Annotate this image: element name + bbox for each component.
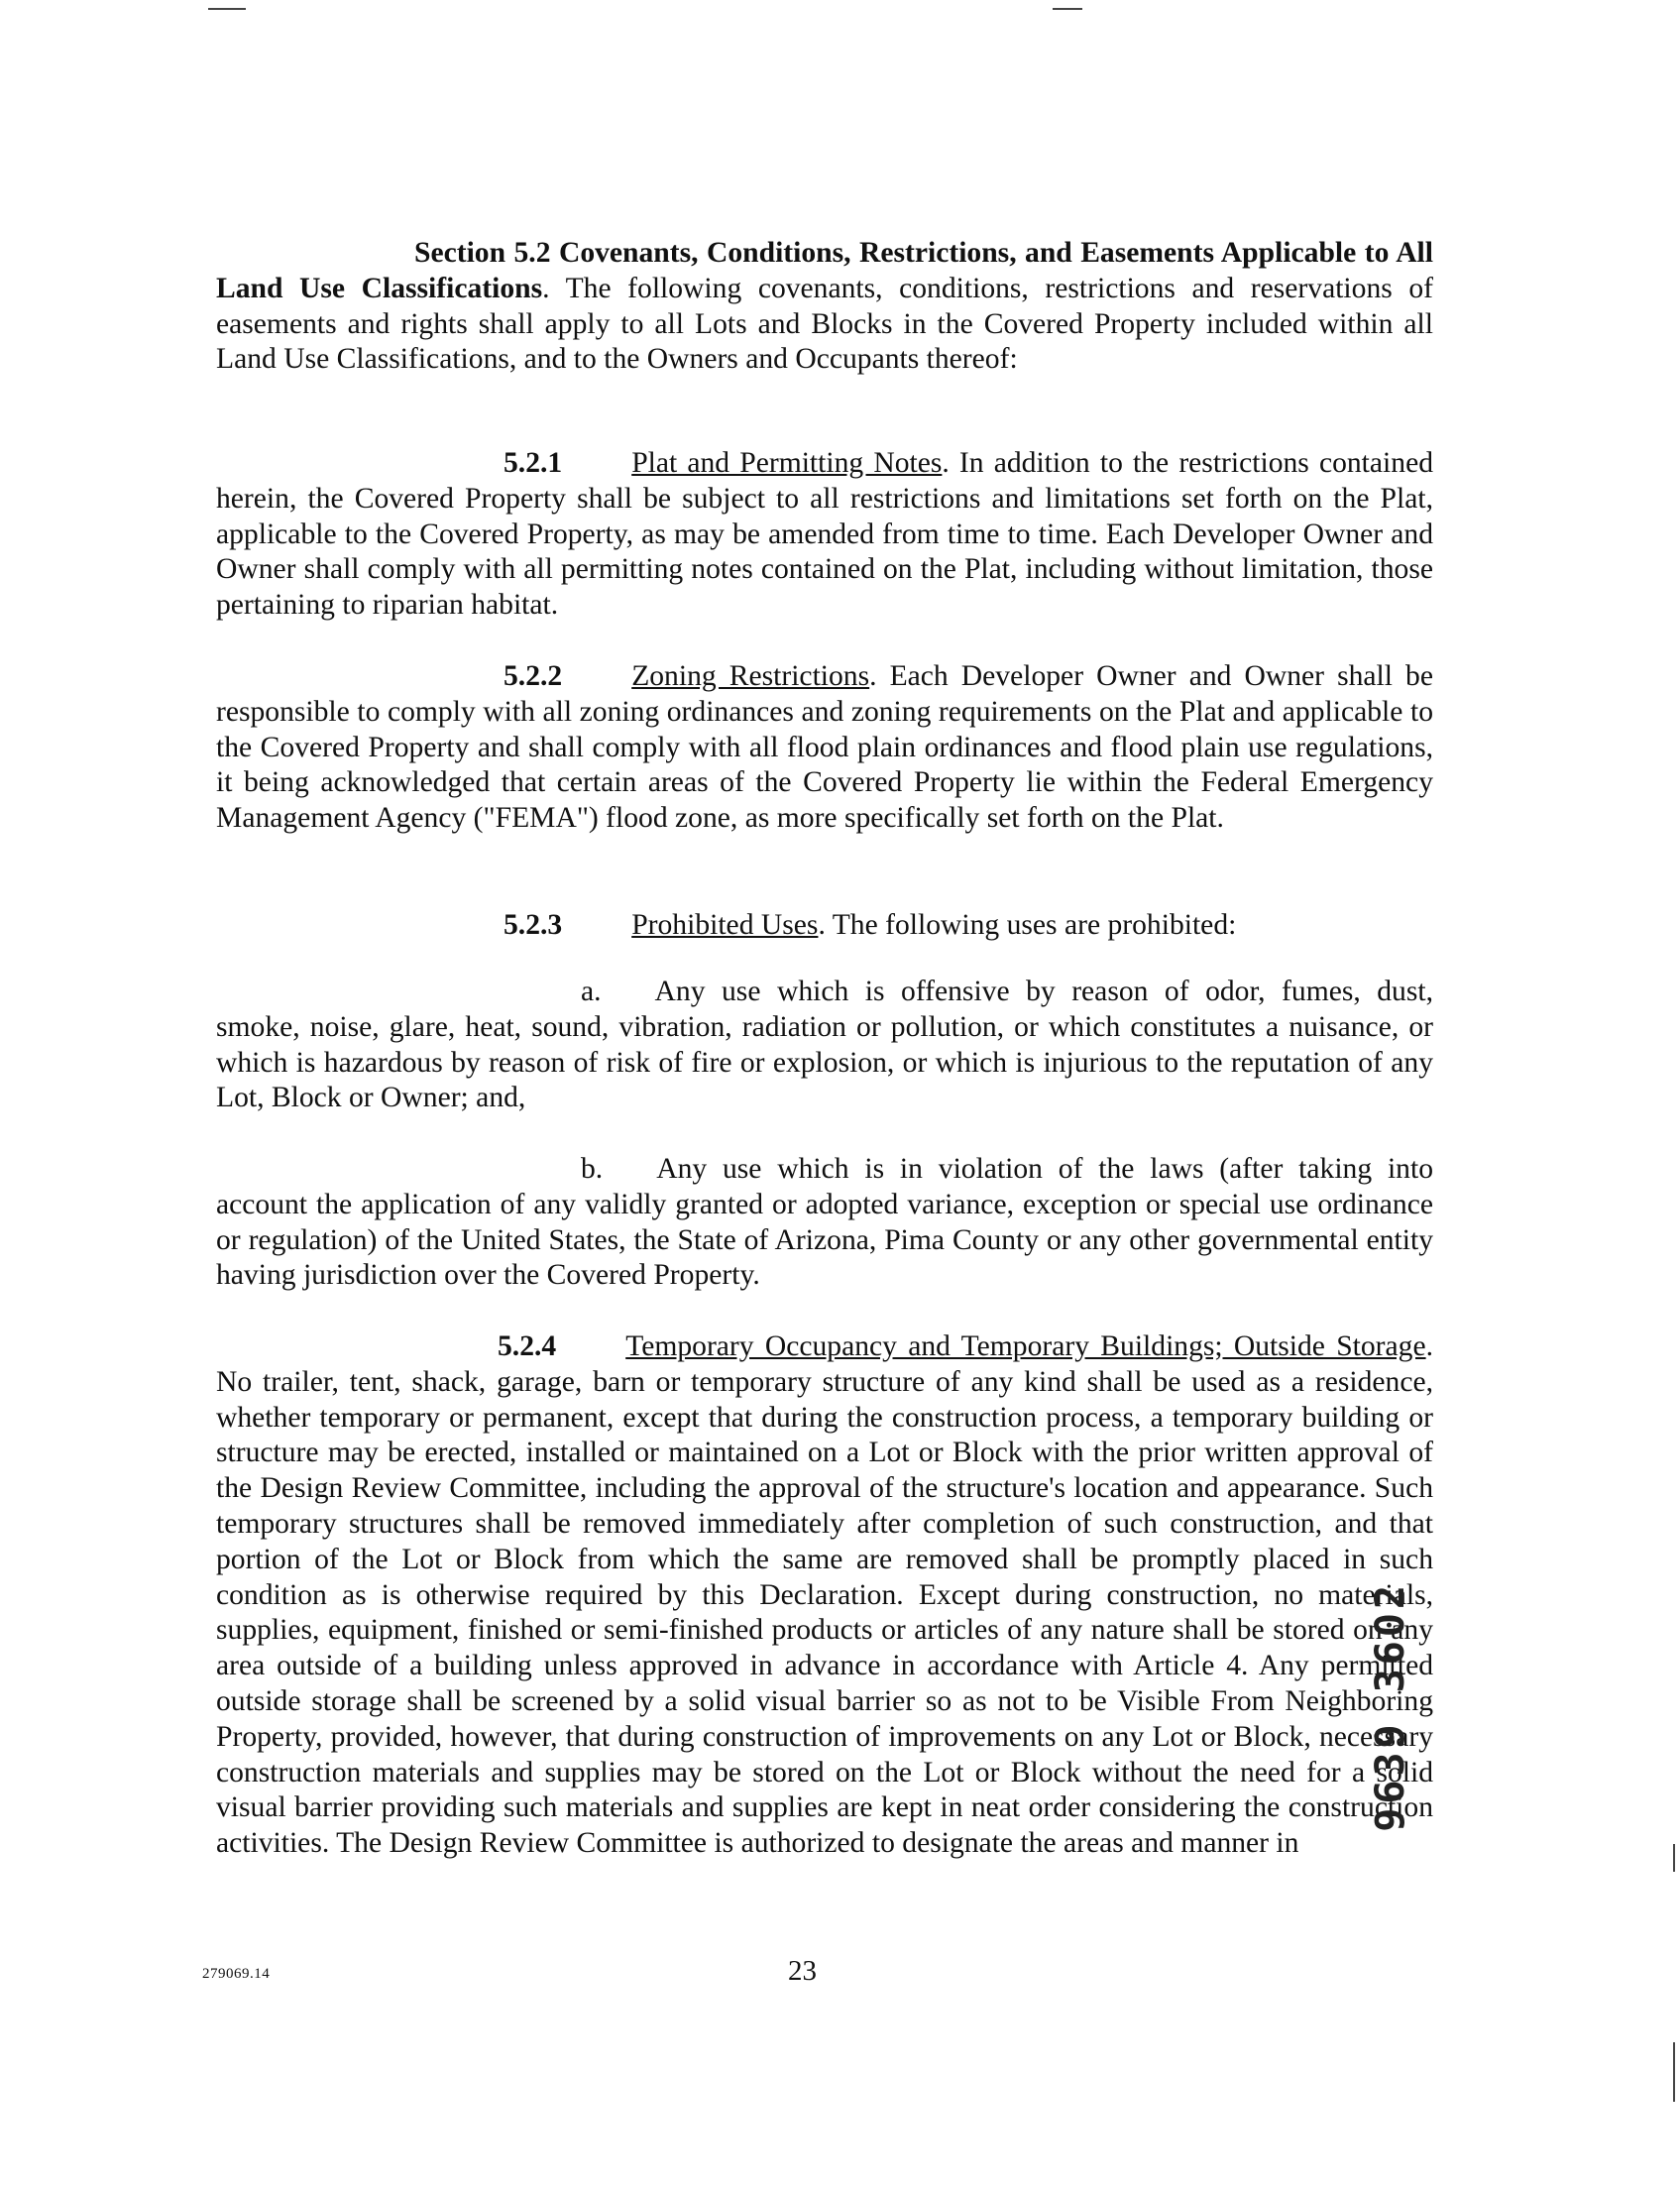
subsection-heading: Prohibited Uses	[631, 909, 819, 941]
list-item-letter: b.	[581, 1153, 604, 1185]
section-body: . The following covenants, conditions, restrictions and reservations of easements and rights shall apply to all Lots and Blocks in the Covered Property included within all Land Use Classifications, and to the Owners and Occupants thereof:	[216, 272, 1433, 376]
subsection-heading: Plat and Permitting Notes	[631, 447, 943, 479]
subsection-number: 5.2.1	[504, 447, 563, 479]
section-title: Covenants, Conditions, Restrictions, and Easements Applicable to All Land Use Classifications	[216, 237, 1434, 304]
subsection-number: 5.2.4	[498, 1330, 557, 1362]
subsection-body: . The following uses are prohibited:	[818, 909, 1237, 941]
recording-stamp: 9639 3602	[1368, 1581, 1413, 1832]
list-item-letter: a.	[581, 976, 602, 1007]
subsection-heading: Temporary Occupancy and Temporary Buildings; Outside Storage	[625, 1330, 1426, 1362]
list-item-text: Any use which is offensive by reason of odor, fumes, dust, smoke, noise, glare, heat, sound, vibration, radiation or pollution, or which constitutes a nuisance, or which is hazardous by reason of risk of fire or explosion, or which is injurious to the reputation of any Lot, Block or Owner; and,	[216, 976, 1433, 1114]
scan-mark	[1673, 1844, 1675, 1872]
section-5-2-paragraph	[216, 236, 1433, 378]
section-number: Section 5.2	[414, 237, 551, 269]
subsection-5-2-3	[216, 908, 1433, 944]
subsection-body: . In addition to the restrictions contained herein, the Covered Property shall be subject to all restrictions and limitations set forth on the Plat, applicable to the Covered Property, as may be amended from time to time. Each Developer Owner and Owner shall comply with all permitting notes contained on the Plat, including without limitation, those pertaining to riparian habitat.	[216, 447, 1433, 622]
list-item-b	[216, 1152, 1433, 1294]
list-item-a	[216, 975, 1433, 1116]
subsection-5-2-4	[216, 1329, 1433, 1862]
subsection-body: . No trailer, tent, shack, garage, barn or temporary structure of any kind shall be used as a residence, whether temporary or permanent, except that during the construction process, a temporary building or structure may be erected, installed or maintained on a Lot or Block with the prior written approval of the Design Review Committee, including the approval of the structure's location and appearance. Such temporary structures shall be removed immediately after completion of such construction, and that portion of the Lot or Block from which the same are removed shall be promptly placed in such condition as is otherwise required by this Declaration. Except during construction, no materials, supplies, equipment, finished or semi-finished products or articles of any nature shall be stored on any area outside of a building unless approved in advance in accordance with Article 4. Any permitted outside storage shall be screened by a solid visual barrier so as not to be Visible From Neighboring Property, provided, however, that during construction of improvements on any Lot or Block, necessary construction materials and supplies may be stored on the Lot or Block without the need for a solid visual barrier providing such materials and supplies are kept in neat order considering the construction activities. The Design Review Committee is authorized to designate the areas and manner in	[216, 1330, 1433, 1860]
subsection-5-2-1	[216, 446, 1433, 624]
scan-mark	[208, 8, 246, 10]
document-id: 279069.14	[202, 1966, 271, 1982]
scan-mark	[1053, 8, 1082, 10]
page-number: 23	[788, 1955, 817, 1987]
subsection-5-2-2	[216, 659, 1433, 837]
subsection-number: 5.2.3	[504, 909, 563, 941]
subsection-heading: Zoning Restrictions	[631, 660, 870, 692]
list-item-text: Any use which is in violation of the laws (after taking into account the application of any validly granted or adopted variance, exception or special use ordinance or regulation) of the United States, the State of Arizona, Pima County or any other governmental entity having jurisdiction over the Covered Property.	[216, 1153, 1433, 1292]
subsection-body: . Each Developer Owner and Owner shall be responsible to comply with all zoning ordinances and zoning requirements on the Plat and applicable to the Covered Property and shall comply with all flood plain ordinances and flood plain use regulations, it being acknowledged that certain areas of the Covered Property lie within the Federal Emergency Management Agency ("FEMA") flood zone, as more specifically set forth on the Plat.	[216, 660, 1433, 835]
scan-mark	[1673, 2042, 1675, 2102]
subsection-number: 5.2.2	[504, 660, 563, 692]
